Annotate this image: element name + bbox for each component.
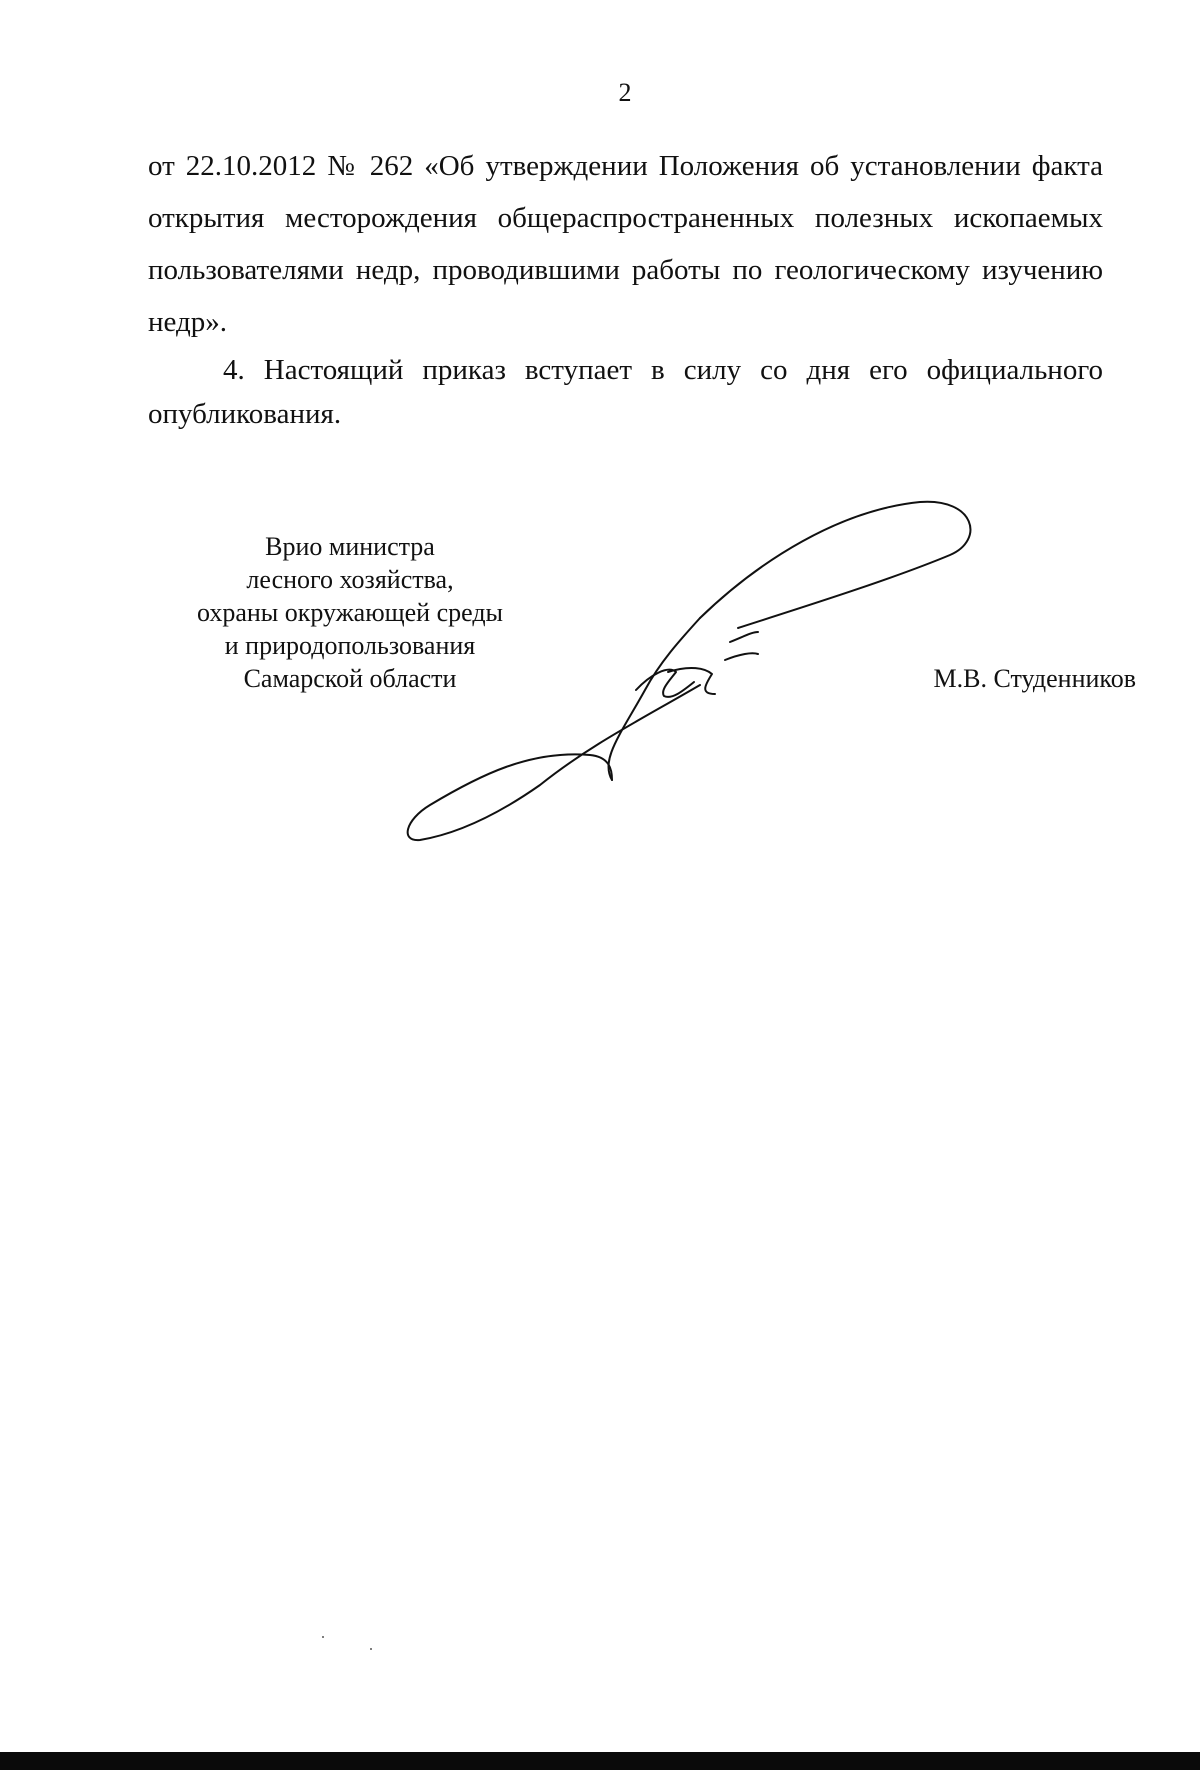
scan-speck (322, 1636, 324, 1638)
signatory-title-line: Врио министра (265, 532, 435, 561)
signatory-title-line: и природопользования (224, 631, 476, 660)
signatory-title-block (160, 530, 540, 695)
paragraph-continuation: от 22.10.2012 № 262 «Об утверждении Положения об установлении факта открытия месторождения общераспространенных полезных ископаемых пользователями недр, проводившими работы по геологическому изучению недр». (148, 150, 1103, 338)
signatory-title-line: Самарской области (243, 664, 457, 693)
scan-speck (370, 1648, 372, 1650)
scan-bottom-edge (0, 1752, 1200, 1770)
signatory-title-line: охраны окружающей среды (196, 598, 504, 627)
signer-name: М.В. Студенников (933, 664, 1136, 693)
page-number: 2 (618, 78, 632, 107)
paragraph-item-4: 4. Настоящий приказ вступает в силу со дня его официального опубликования. (148, 354, 1103, 430)
signatory-title-line: лесного хозяйства, (246, 565, 454, 594)
